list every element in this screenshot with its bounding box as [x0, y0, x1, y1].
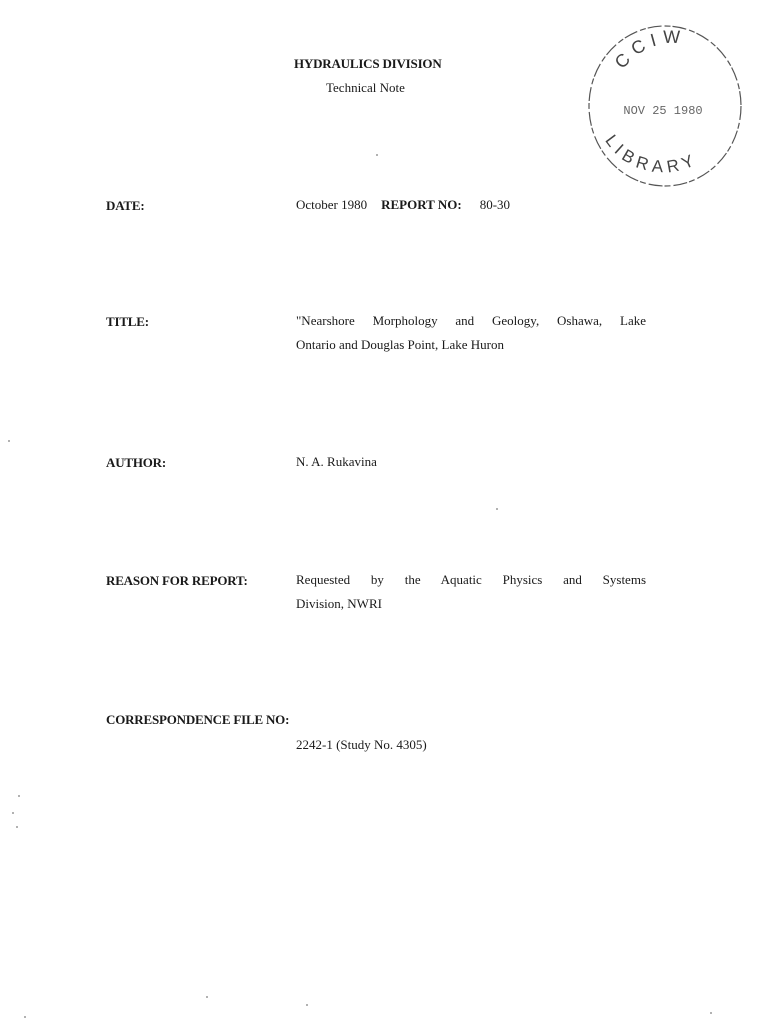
scan-speck [376, 154, 378, 156]
reason-line-1: Requested by the Aquatic Physics and Systems [296, 572, 646, 587]
date-label: DATE: [106, 198, 145, 213]
scan-speck [8, 440, 10, 442]
scan-speck [496, 508, 498, 510]
scan-speck [306, 1004, 308, 1006]
stamp-top-path: CCIW [610, 26, 687, 73]
correspondence-file-label: CORRESPONDENCE FILE NO: [106, 712, 290, 727]
correspondence-file-value: 2242-1 (Study No. 4305) [296, 737, 427, 752]
date-row [296, 193, 646, 217]
scan-speck [206, 996, 208, 998]
title-line-1: "Nearshore Morphology and Geology, Oshawa, Lake [296, 313, 646, 328]
report-no-value: 80-30 [479, 197, 511, 212]
scan-speck [18, 795, 20, 797]
reason-value [296, 568, 646, 616]
title-line-2: Ontario and Douglas Point, Lake Huron [296, 337, 504, 352]
scan-speck [24, 1016, 26, 1018]
scan-speck [710, 1012, 712, 1014]
library-receipt-stamp [585, 22, 745, 188]
title-label: TITLE: [106, 314, 149, 329]
author-value: N. A. Rukavina [296, 454, 377, 469]
stamp-bottom-path: LIBRARY [601, 131, 702, 177]
scan-speck [16, 826, 18, 828]
scan-speck [12, 812, 14, 814]
date-value: October 1980 [296, 197, 368, 212]
stamp-top-text [611, 27, 686, 72]
reason-label: REASON FOR REPORT: [106, 573, 248, 588]
document-type: Technical Note [326, 80, 405, 95]
stamp-date: NOV 25 1980 [623, 104, 703, 118]
division-heading: HYDRAULICS DIVISION [294, 56, 442, 71]
title-value [296, 309, 646, 357]
report-no-label: REPORT NO: [381, 197, 462, 212]
reason-line-2: Division, NWRI [296, 596, 382, 611]
author-label: AUTHOR: [106, 455, 166, 470]
stamp-bottom-text [601, 131, 701, 176]
